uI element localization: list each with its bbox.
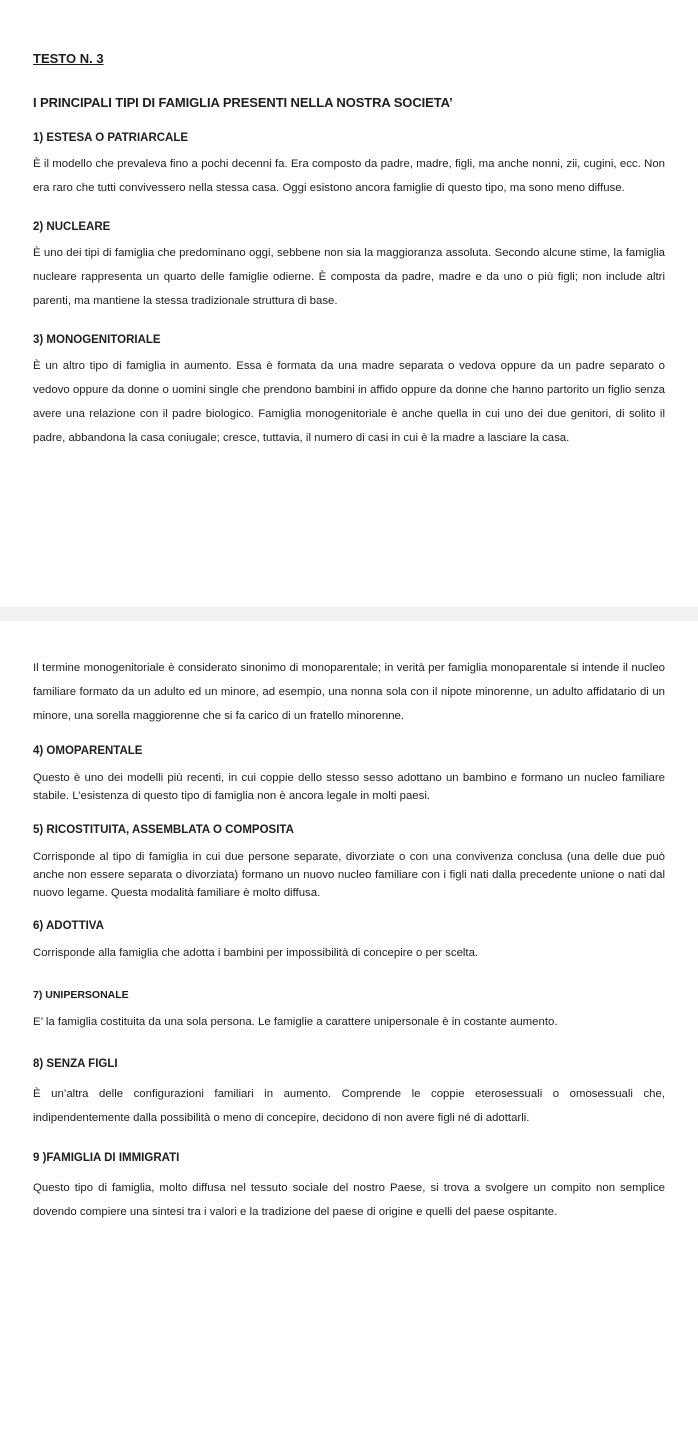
section-heading: 5) RICOSTITUITA, ASSEMBLATA O COMPOSITA — [33, 824, 294, 836]
document-label: TESTO N. 3 — [33, 51, 104, 66]
page-separator — [0, 607, 698, 621]
section-heading: 4) OMOPARENTALE — [33, 745, 143, 757]
section-heading: 2) NUCLEARE — [33, 221, 111, 233]
section-heading: 6) ADOTTIVA — [33, 920, 104, 932]
section-adottiva — [33, 918, 665, 962]
section-body: Questo è uno dei modelli più recenti, in cui coppie dello stesso sesso adottano un bambino e formano un nucleo familiare stabile. L’esistenza di questo tipo di famiglia non è ancora legale in molti paesi. — [33, 772, 665, 802]
section-immigrati — [33, 1150, 665, 1224]
section-omoparentale — [33, 743, 665, 805]
section-nucleare — [33, 219, 665, 313]
section-body: Corrisponde alla famiglia che adotta i bambini per impossibilità di concepire o per scelta. — [33, 947, 479, 959]
section-unipersonale — [33, 987, 665, 1031]
section-body: Corrisponde al tipo di famiglia in cui due persone separate, divorziate o con una convivenza conclusa (una delle due può anche non essere separata o divorziata) formano un nuovo nucleo familiare con i figli nati dalla precedente unione o nati dal nuovo legame. Questa modalità familiare è molto diffusa. — [33, 851, 665, 899]
section-heading: 9 )FAMIGLIA DI IMMIGRATI — [33, 1152, 180, 1164]
section-heading: 3) MONOGENITORIALE — [33, 334, 161, 346]
section-body: Questo tipo di famiglia, molto diffusa nel tessuto sociale del nostro Paese, si trova a svolgere un compito non semplice dovendo compiere una sintesi tra i valori e la tradizione del paese di origine e quelli del paese ospitante. — [33, 1182, 665, 1218]
document-page-2 — [0, 621, 698, 1433]
section-ricostituita — [33, 822, 665, 902]
document-page-1 — [0, 0, 698, 607]
section-body: Il termine monogenitoriale è considerato sinonimo di monoparentale; in verità per famiglia monoparentale si intende il nucleo familiare formato da un adulto ed un minore, ad esempio, una nonna sola con il nipote minorenne, un adulto affidatario di un minore, una sorella maggiorenne che si fa carico di un fratello minorenne. — [33, 662, 665, 722]
section-heading: 8) SENZA FIGLI — [33, 1058, 118, 1070]
section-heading: 1) ESTESA O PATRIARCALE — [33, 132, 189, 144]
section-estesa — [33, 130, 665, 200]
section-monogenitoriale — [33, 332, 665, 450]
section-body: E’ la famiglia costituita da una sola persona. Le famiglie a carattere unipersonale è in costante aumento. — [33, 1016, 558, 1028]
section-heading: 7) UNIPERSONALE — [33, 989, 129, 1001]
section-body: È il modello che prevaleva fino a pochi decenni fa. Era composto da padre, madre, figli, ma anche nonni, zii, cugini, ecc. Non era raro che tutti convivessero nella stessa casa. Oggi esistono ancora famiglie di questo tipo, ma sono meno diffuse. — [33, 158, 665, 194]
section-monogenitoriale-continuation — [33, 656, 665, 728]
section-senza-figli — [33, 1056, 665, 1130]
document-title: I PRINCIPALI TIPI DI FAMIGLIA PRESENTI NELLA NOSTRA SOCIETA’ — [33, 95, 453, 110]
section-body: È un altro tipo di famiglia in aumento. Essa è formata da una madre separata o vedova oppure da un padre separato o vedovo oppure da donne o uomini single che prendono bambini in affido oppure da donne che hanno partorito un figlio senza avere una relazione con il padre biologico. Famiglia monogenitoriale è anche quella in cui uno dei due genitori, di solito il padre, abbandona la casa coniugale; cresce, tuttavia, il numero di casi in cui è la madre a lasciare la casa. — [33, 360, 665, 444]
section-body: È un’altra delle configurazioni familiari in aumento. Comprende le coppie eterosessuali o omosessuali che, indipendentemente dalla possibilità o meno di concepire, decidono di non avere figli né di adottarli. — [33, 1088, 665, 1124]
section-body: È uno dei tipi di famiglia che predominano oggi, sebbene non sia la maggioranza assoluta. Secondo alcune stime, la famiglia nucleare rappresenta un quarto delle famiglie odierne. È composta da padre, madre e da uno o più figli; non include altri parenti, ma mantiene la stessa tradizionale struttura di base. — [33, 247, 665, 307]
